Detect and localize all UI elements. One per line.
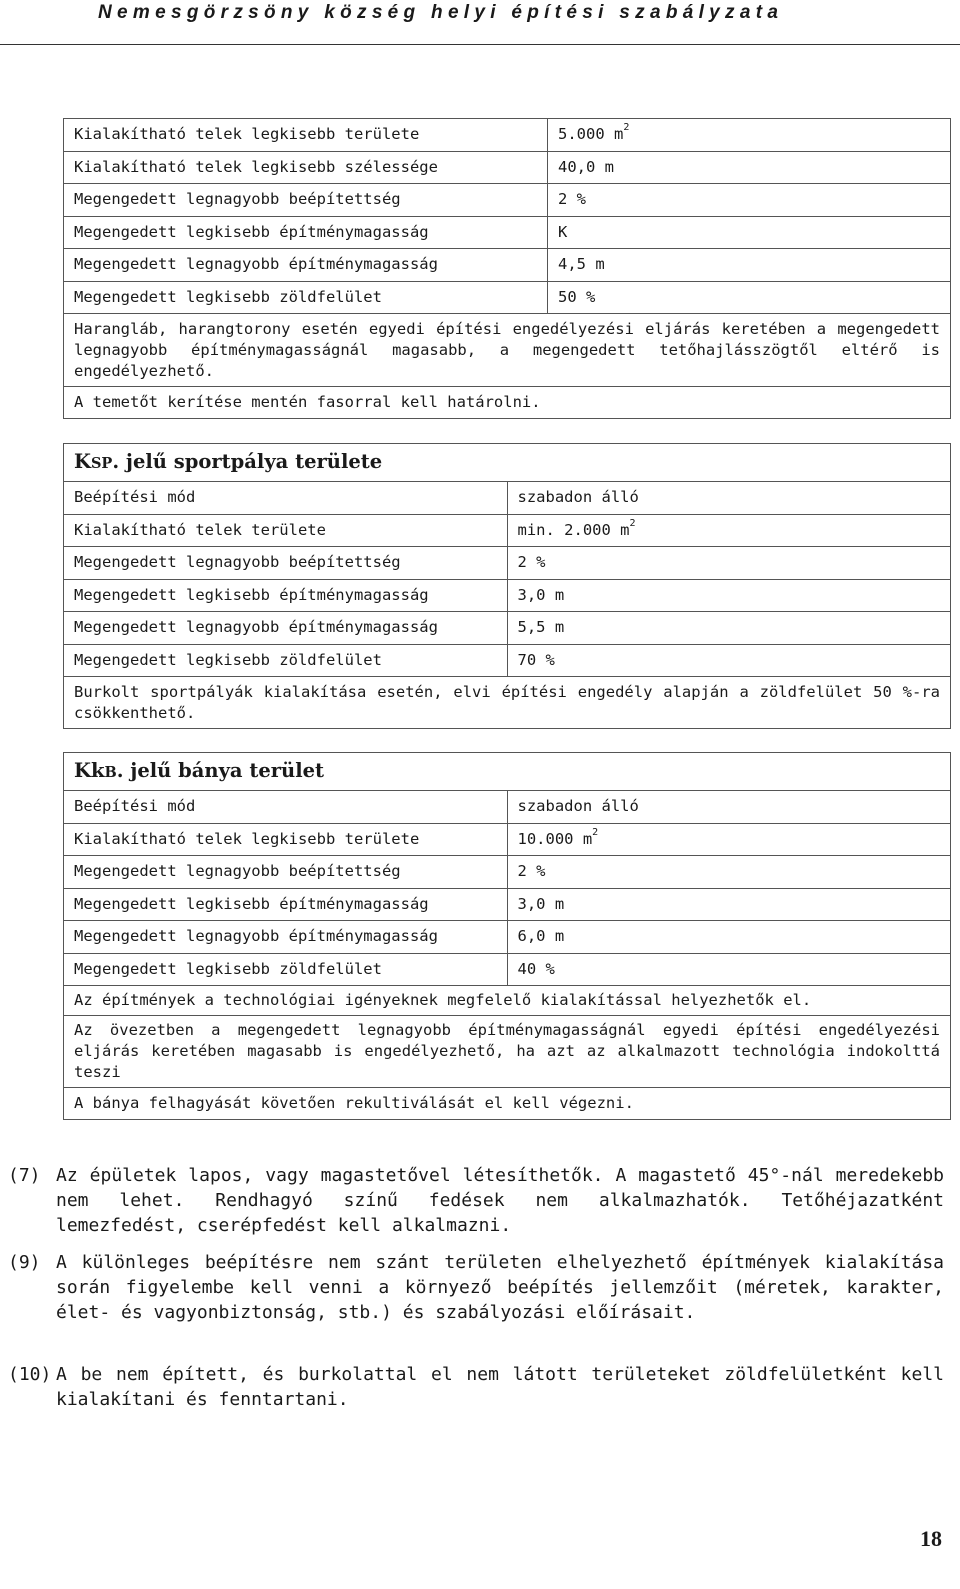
- row-label: Megengedett legnagyobb építménymagasság: [64, 249, 548, 282]
- row-label: Megengedett legkisebb zöldfelület: [64, 281, 548, 314]
- paragraph-10: [8, 1362, 944, 1412]
- row-value: szabadon álló: [507, 482, 951, 515]
- paragraph-number: (7): [8, 1165, 41, 1186]
- table-row: [64, 547, 951, 580]
- zone-table-quarry: [63, 752, 951, 1120]
- header-divider: [0, 44, 960, 45]
- note-row: [64, 1088, 951, 1120]
- row-value: K: [548, 216, 951, 249]
- note-text: Az építmények a technológiai igényeknek megfelelő kialakítással helyezhetők el.: [64, 986, 951, 1016]
- table-row: [64, 151, 951, 184]
- row-value: szabadon álló: [507, 791, 951, 824]
- zone-table-cemetery: [63, 118, 951, 419]
- header-title: Nemesgörzsöny község helyi építési szabályzata: [98, 2, 784, 23]
- row-label: Kialakítható telek legkisebb területe: [64, 119, 548, 152]
- paragraph-text: A be nem épített, és burkolattal el nem látott területeket zöldfelületként kell kialakítani és fenntartani.: [56, 1364, 944, 1410]
- table-row: [64, 791, 951, 824]
- paragraph-9: [8, 1250, 944, 1325]
- section-title: KSP. jelű sportpálya területe: [64, 444, 951, 482]
- table-row: [64, 249, 951, 282]
- paragraph-text: Az épületek lapos, vagy magastetővel létesíthetők. A magastető 45°-nál meredekebb nem lehet. Rendhagyó színű fedések nem alkalmazhatók. Tetőhéjazatként lemezfedést, cserépfedést kell alkalmazni.: [56, 1165, 944, 1236]
- section-title-row: [64, 444, 951, 482]
- row-value: 5,5 m: [507, 612, 951, 645]
- row-value: 3,0 m: [507, 579, 951, 612]
- row-label: Megengedett legnagyobb beépítettség: [64, 547, 508, 580]
- paragraph-7: [8, 1163, 944, 1238]
- row-label: Beépítési mód: [64, 482, 508, 515]
- row-label: Megengedett legnagyobb beépítettség: [64, 184, 548, 217]
- row-label: Megengedett legnagyobb beépítettség: [64, 856, 508, 889]
- table-row: [64, 514, 951, 547]
- note-text: A bánya felhagyását követően rekultiválását el kell végezni.: [64, 1088, 951, 1120]
- note-text: Harangláb, harangtorony esetén egyedi építési engedélyezési eljárás keretében a megengedett legnagyobb építménymagasságnál magasabb, a megengedett tetőhajlásszögtől eltérő is engedélyezhető.: [64, 314, 951, 387]
- table-row: [64, 612, 951, 645]
- row-label: Megengedett legkisebb építménymagasság: [64, 579, 508, 612]
- table-row: [64, 823, 951, 856]
- table-row: [64, 856, 951, 889]
- note-row: [64, 1016, 951, 1088]
- row-value: 6,0 m: [507, 921, 951, 954]
- table-row: [64, 921, 951, 954]
- row-value: 2 %: [507, 547, 951, 580]
- row-label: Megengedett legnagyobb építménymagasság: [64, 921, 508, 954]
- paragraph-number: (10): [8, 1364, 52, 1385]
- row-value: 40,0 m: [548, 151, 951, 184]
- row-value: 2 %: [548, 184, 951, 217]
- row-value: 5.000 $m^2$: [548, 119, 951, 152]
- table-row: [64, 281, 951, 314]
- note-row: [64, 387, 951, 419]
- page-header: [0, 0, 960, 48]
- row-label: Megengedett legkisebb építménymagasság: [64, 888, 508, 921]
- table-row: [64, 644, 951, 677]
- row-value: 2 %: [507, 856, 951, 889]
- note-text: Burkolt sportpályák kialakítása esetén, elvi építési engedély alapján a zöldfelület 50 %-ra csökkenthető.: [64, 677, 951, 729]
- note-text: Az övezetben a megengedett legnagyobb építménymagasságnál egyedi építési engedélyezési eljárás keretében magasabb is engedélyezhető, ha azt az alkalmazott technológia indokolttá teszi: [64, 1016, 951, 1088]
- section-title-row: [64, 753, 951, 791]
- table-row: [64, 482, 951, 515]
- row-label: Megengedett legkisebb zöldfelület: [64, 644, 508, 677]
- table-row: [64, 119, 951, 152]
- row-label: Megengedett legnagyobb építménymagasság: [64, 612, 508, 645]
- page-number: 18: [920, 1526, 942, 1551]
- row-value: 50 %: [548, 281, 951, 314]
- table-row: [64, 953, 951, 986]
- paragraph-text: A különleges beépítésre nem szánt területen elhelyezhető építmények kialakítása során figyelembe kell venni a környező beépítés jellemzőit (méretek, karakter, élet- és vagyonbiztonság, stb.) és szabályozási előírásait.: [56, 1252, 944, 1323]
- row-value: 3,0 m: [507, 888, 951, 921]
- table-row: [64, 216, 951, 249]
- row-value: 70 %: [507, 644, 951, 677]
- row-value: 40 %: [507, 953, 951, 986]
- row-label: Megengedett legkisebb zöldfelület: [64, 953, 508, 986]
- note-row: [64, 677, 951, 729]
- row-label: Kialakítható telek legkisebb területe: [64, 823, 508, 856]
- row-label: Kialakítható telek területe: [64, 514, 508, 547]
- row-value: 4,5 m: [548, 249, 951, 282]
- note-text: A temetőt kerítése mentén fasorral kell határolni.: [64, 387, 951, 419]
- row-value: 10.000 $m^2$: [507, 823, 951, 856]
- row-label: Kialakítható telek legkisebb szélessége: [64, 151, 548, 184]
- table-row: [64, 888, 951, 921]
- note-row: [64, 314, 951, 387]
- section-title: KkB. jelű bánya terület: [64, 753, 951, 791]
- note-row: [64, 986, 951, 1016]
- paragraph-number: (9): [8, 1252, 41, 1273]
- zone-table-sports-field: [63, 443, 951, 729]
- table-row: [64, 579, 951, 612]
- row-value: min. 2.000 $m^2$: [507, 514, 951, 547]
- table-row: [64, 184, 951, 217]
- row-label: Megengedett legkisebb építménymagasság: [64, 216, 548, 249]
- row-label: Beépítési mód: [64, 791, 508, 824]
